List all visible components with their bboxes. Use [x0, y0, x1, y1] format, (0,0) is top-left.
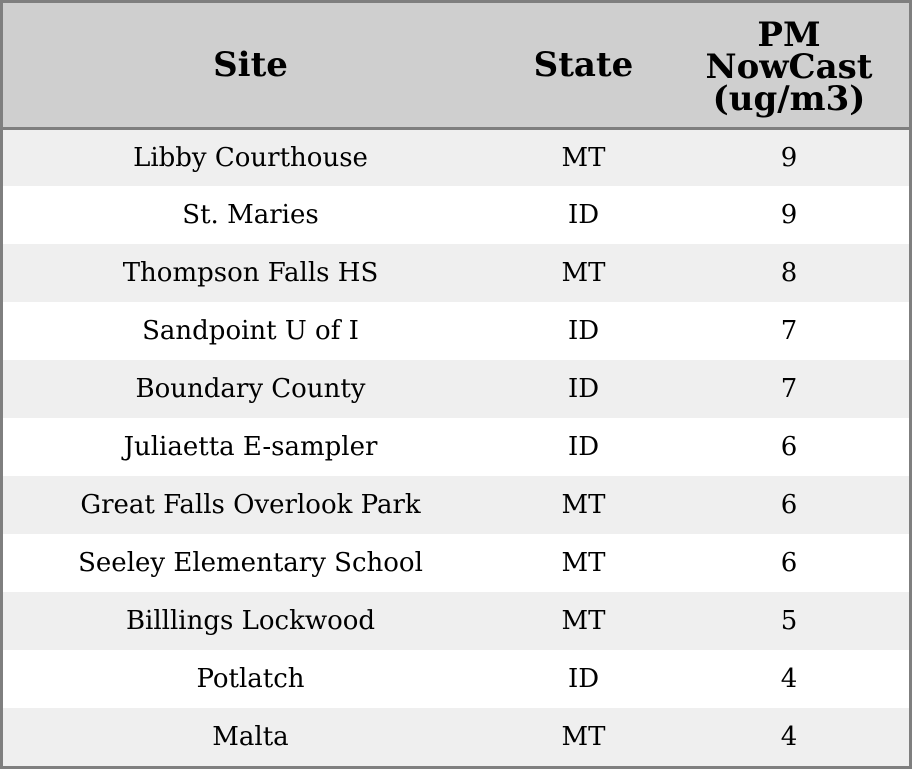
cell-state: ID	[567, 374, 600, 404]
cell-state: MT	[561, 722, 606, 752]
cell-pm-nowcast: 4	[780, 664, 798, 694]
cell-site: Libby Courthouse	[133, 142, 368, 173]
column-header-pm-line-1: PM	[757, 14, 821, 55]
cell-state: ID	[567, 664, 600, 694]
cell-state: ID	[567, 200, 600, 230]
cell-site: Thompson Falls HS	[122, 258, 379, 288]
table-row	[3, 244, 909, 302]
cell-state: MT	[561, 606, 606, 636]
table-body	[3, 128, 909, 766]
cell-site: Boundary County	[135, 374, 366, 404]
table-row	[3, 302, 909, 360]
cell-state: MT	[561, 490, 606, 520]
cell-pm-nowcast: 6	[780, 432, 798, 462]
column-header-state: State	[498, 3, 669, 128]
table-row	[3, 708, 909, 766]
table-row	[3, 476, 909, 534]
table-row	[3, 360, 909, 418]
cell-pm-nowcast: 7	[780, 316, 798, 346]
cell-site: St. Maries	[182, 200, 319, 230]
cell-site: Malta	[212, 722, 289, 752]
column-header-pm-nowcast	[669, 3, 909, 128]
cell-site: Sandpoint U of I	[142, 316, 359, 346]
table-row	[3, 534, 909, 592]
table-row	[3, 128, 909, 186]
table-row	[3, 186, 909, 244]
cell-state: ID	[567, 316, 600, 346]
cell-pm-nowcast: 9	[780, 200, 798, 230]
cell-state: ID	[567, 432, 600, 462]
cell-pm-nowcast: 7	[780, 374, 798, 404]
cell-state: MT	[561, 548, 606, 578]
cell-site: Seeley Elementary School	[78, 548, 423, 578]
cell-pm-nowcast: 9	[780, 142, 798, 173]
cell-site: Great Falls Overlook Park	[80, 490, 421, 520]
cell-site: Billlings Lockwood	[125, 606, 376, 636]
cell-pm-nowcast: 4	[780, 722, 798, 752]
cell-state: MT	[561, 258, 606, 288]
cell-pm-nowcast: 6	[780, 490, 798, 520]
cell-site: Juliaetta E-sampler	[123, 432, 378, 462]
cell-pm-nowcast: 8	[780, 258, 798, 288]
table-row	[3, 650, 909, 708]
column-header-site: Site	[3, 3, 498, 128]
table-row	[3, 592, 909, 650]
pm-nowcast-table	[3, 3, 909, 766]
table-row	[3, 418, 909, 476]
cell-state: MT	[561, 142, 606, 173]
table-header-row	[3, 3, 909, 128]
column-header-pm-line-3: (ug/m3)	[712, 78, 866, 119]
cell-site: Potlatch	[196, 664, 305, 694]
cell-pm-nowcast: 5	[780, 606, 798, 636]
cell-pm-nowcast: 6	[780, 548, 798, 578]
column-header-pm-line-2: NowCast	[705, 46, 873, 87]
